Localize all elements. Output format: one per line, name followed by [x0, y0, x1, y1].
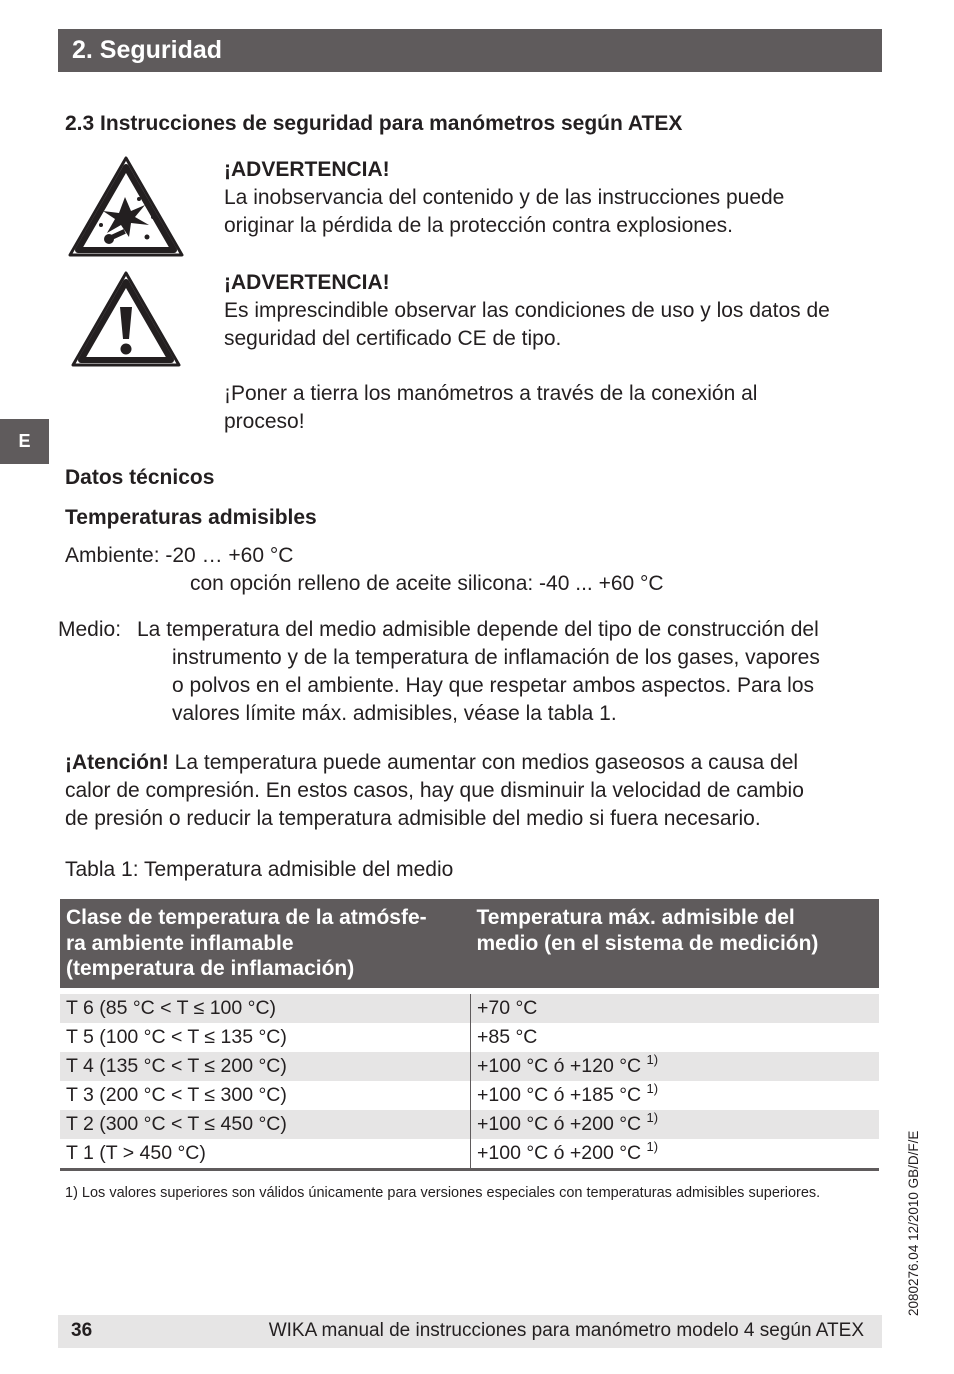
warning-1-title: ¡ADVERTENCIA! — [224, 158, 390, 181]
language-tab: E — [0, 419, 49, 464]
row-temp — [471, 1110, 880, 1139]
medium-line-2: instrumento y de la temperatura de inflamación de los gases, vapores — [172, 646, 820, 669]
header-class-line-3: (temperatura de inflamación) — [66, 957, 355, 980]
temperature-table — [60, 899, 879, 1171]
row-temp-value: +100 °C ó +200 °C — [477, 1141, 647, 1164]
table-row — [60, 1052, 879, 1081]
table-row — [60, 1023, 879, 1052]
row-temp — [471, 991, 880, 1023]
table-header-temp — [471, 899, 880, 991]
warning-1 — [224, 156, 784, 240]
medium-line-4: valores límite máx. admisibles, véase la tabla 1. — [172, 702, 617, 725]
row-footnote-ref: 1) — [646, 1080, 659, 1096]
row-footnote-ref: 1) — [646, 1109, 659, 1125]
warning-2-extra-line-2: proceso! — [224, 410, 305, 433]
footer-text: WIKA manual de instrucciones para manómetro modelo 4 según ATEX — [268, 1320, 864, 1341]
page-footer — [58, 1315, 882, 1348]
ambient-temp: Ambiente: -20 … +60 °C — [65, 544, 294, 567]
row-temp-value: +100 °C ó +200 °C — [477, 1112, 647, 1135]
exclamation-warning-icon — [70, 269, 182, 368]
warning-1-line-1: La inobservancia del contenido y de las instrucciones puede — [224, 186, 785, 209]
row-class: T 4 (135 °C < T ≤ 200 °C) — [60, 1052, 471, 1081]
document-code: 2080276.04 12/2010 GB/D/F/E — [906, 1130, 921, 1316]
page-number: 36 — [71, 1320, 93, 1341]
table-row — [60, 1110, 879, 1139]
header-class-line-1: Clase de temperatura de la atmósfe- — [66, 906, 427, 929]
row-temp — [471, 1023, 880, 1052]
warning-1-line-2: originar la pérdida de la protección contra explosiones. — [224, 214, 733, 237]
attention-label: ¡Atención! — [65, 751, 169, 774]
row-temp-value: +70 °C — [477, 996, 538, 1019]
header-class-line-2: ra ambiente inflamable — [66, 931, 294, 955]
table-header-row — [60, 899, 879, 991]
row-footnote-ref: 1) — [646, 1051, 659, 1067]
warning-2-line-2: seguridad del certificado CE de tipo. — [224, 327, 562, 350]
attention-paragraph — [65, 749, 804, 833]
row-class: T 6 (85 °C < T ≤ 100 °C) — [60, 991, 471, 1023]
attention-line-1: La temperatura puede aumentar con medios gaseosos a causa del — [168, 751, 799, 774]
table-row — [60, 1139, 879, 1170]
ambient-temp-option: con opción relleno de aceite silicona: -40 ... +60 °C — [190, 572, 664, 595]
tech-subheading: Temperaturas admisibles — [65, 506, 317, 529]
section-header-bar — [58, 29, 882, 72]
row-temp-value: +100 °C ó +120 °C — [477, 1054, 647, 1077]
warning-2-extra-line-1: ¡Poner a tierra los manómetros a través de la conexión al — [224, 382, 758, 405]
table-footnote: 1) Los valores superiores son válidos únicamente para versiones especiales con temperaturas admisibles superiores. — [65, 1185, 821, 1201]
row-temp — [471, 1052, 880, 1081]
section-title: 2. Seguridad — [72, 36, 223, 64]
row-class: T 3 (200 °C < T ≤ 300 °C) — [60, 1081, 471, 1110]
medium-line-1: La temperatura del medio admisible depende del tipo de construcción del — [137, 618, 819, 641]
attention-line-3: de presión o reducir la temperatura admisible del medio si fuera necesario. — [65, 807, 761, 830]
header-temp-line-1: Temperatura máx. admisible del — [476, 906, 795, 929]
medium-label: Medio: — [58, 618, 122, 641]
warning-2 — [224, 269, 830, 436]
row-temp — [471, 1139, 880, 1170]
row-temp — [471, 1081, 880, 1110]
medium-line-3: o polvos en el ambiente. Hay que respetar ambos aspectos. Para los — [172, 674, 815, 697]
row-footnote-ref: 1) — [646, 1138, 659, 1154]
subsection-heading: 2.3 Instrucciones de seguridad para manómetros según ATEX — [65, 112, 683, 135]
table-caption: Tabla 1: Temperatura admisible del medio — [65, 858, 454, 881]
row-temp-value: +85 °C — [477, 1025, 538, 1048]
table-row — [60, 1081, 879, 1110]
row-class: T 2 (300 °C < T ≤ 450 °C) — [60, 1110, 471, 1139]
attention-line-2: calor de compresión. En estos casos, hay que disminuir la velocidad de cambio — [65, 779, 804, 802]
tech-heading: Datos técnicos — [65, 466, 215, 489]
warning-2-line-1: Es imprescindible observar las condiciones de uso y los datos de — [224, 299, 830, 322]
explosion-warning-icon — [67, 155, 185, 258]
warning-2-title: ¡ADVERTENCIA! — [224, 271, 390, 294]
row-class: T 5 (100 °C < T ≤ 135 °C) — [60, 1023, 471, 1052]
table-header-class — [60, 899, 471, 991]
row-class: T 1 (T > 450 °C) — [60, 1139, 471, 1170]
table-row — [60, 991, 879, 1023]
header-temp-line-2: medio (en el sistema de medición) — [476, 931, 819, 955]
row-temp-value: +100 °C ó +185 °C — [477, 1083, 647, 1106]
